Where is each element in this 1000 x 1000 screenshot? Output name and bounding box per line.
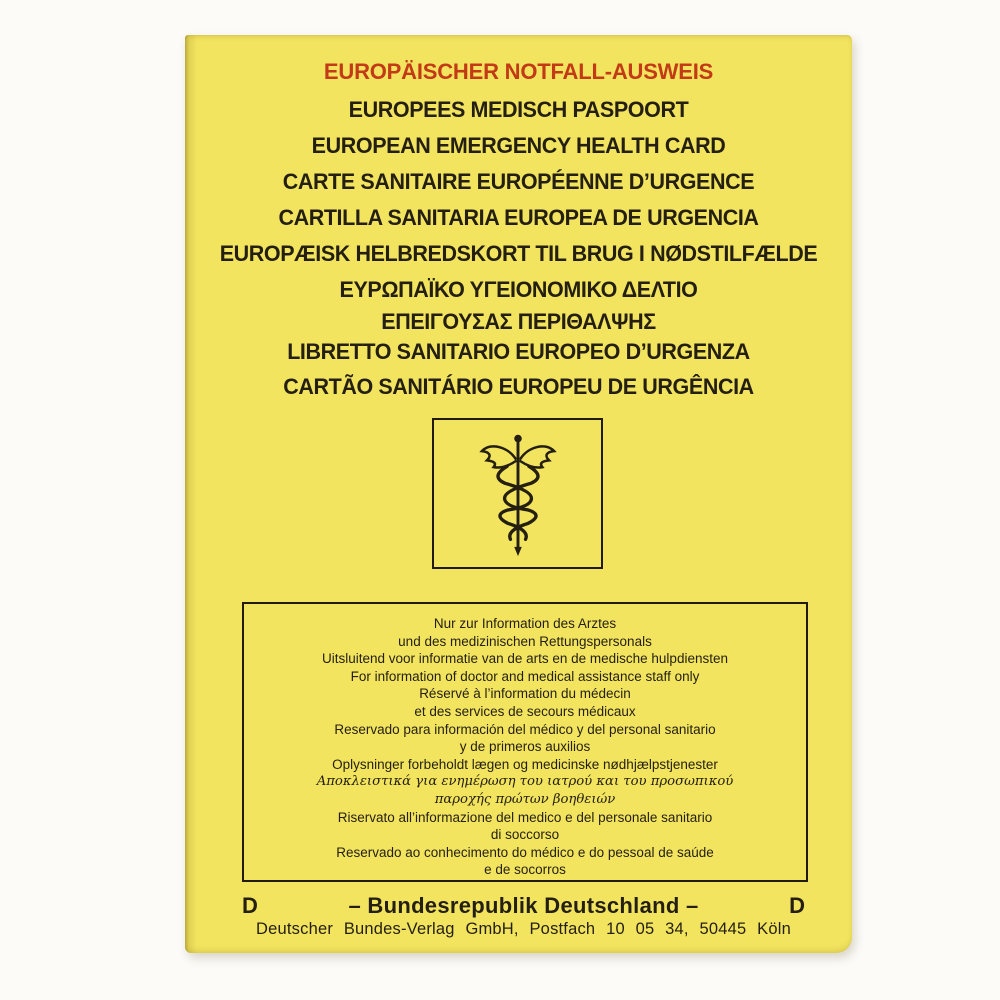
publisher-imprint: Deutscher Bundes-Verlag GmbH, Postfach 10 05 34, 50445 Köln [256,920,791,938]
notice-de-1: Nur zur Information des Arztes [433,616,617,631]
notice-da: Oplysninger forbeholdt lægen og medicinske nødhjælpstjenester [332,756,718,772]
emergency-health-card [185,35,852,953]
footer-country-row [242,893,805,919]
notice-pt-1: Reservado ao conhecimento do médico e do pessoal de saúde [336,844,714,860]
notice-el-1: Αποκλειστικά για ενημέρωση του ιατρού και του προσωπικού [316,774,734,790]
country-name: – Bundesrepublik Deutschland – [348,893,699,918]
notice-es-2: y de primeros auxilios [459,739,591,755]
country-code-left: D [242,893,258,918]
notice-it-2: di soccorso [490,827,560,843]
country-code-right: D [789,893,805,918]
notice-it-1: Riservato all’informazione del medico e del personale sanitario [337,809,713,825]
notice-de-2: und des medizinischen Rettungspersonals [398,633,652,649]
title-dutch: EUROPEES MEDISCH PASPOORT [348,97,689,123]
notice-en: For information of doctor and medical assistance staff only [350,668,700,684]
card-headings [185,52,852,406]
title-italian: LIBRETTO SANITARIO EUROPEO D’URGENZA [287,339,750,365]
notice-nl: Uitsluitend voor informatie van de arts en de medische hulpdiensten [322,651,728,667]
notice-fr-1: Réservé à l’information du médecin [419,686,631,702]
title-german-red: EUROPÄISCHER NOTFALL-AUSWEIS [323,59,714,84]
title-french: CARTE SANITAIRE EUROPÉENNE D’URGENCE [282,169,755,195]
caduceus-icon [470,431,566,557]
title-greek-line1: ΕΥΡΩΠΑΪΚΟ ΥΓΕΙΟΝΟΜΙΚΟ ΔΕΛΤΙΟ [339,277,698,303]
title-danish: EUROPÆISK HELBREDSKORT TIL BRUG I NØDSTILFÆLDE [219,241,818,267]
notice-fr-2: et des services de secours médicaux [414,703,636,719]
emblem-box [432,418,603,569]
title-portuguese: CARTÃO SANITÁRIO EUROPEU DE URGÊNCIA [283,374,754,400]
title-english: EUROPEAN EMERGENCY HEALTH CARD [311,133,726,159]
title-spanish: CARTILLA SANITARIA EUROPEA DE URGENCIA [278,205,759,231]
notice-el-2: παροχής πρώτων βοηθειών [434,791,616,807]
notice-pt-2: e de socorros [484,862,566,878]
notice-box [242,602,808,882]
notice-es-1: Reservado para información del médico y del personal sanitario [334,721,716,737]
title-greek-line2: ΕΠΕΙΓΟΥΣΑΣ ΠΕΡΙΘΑΛΨΗΣ [381,309,656,335]
